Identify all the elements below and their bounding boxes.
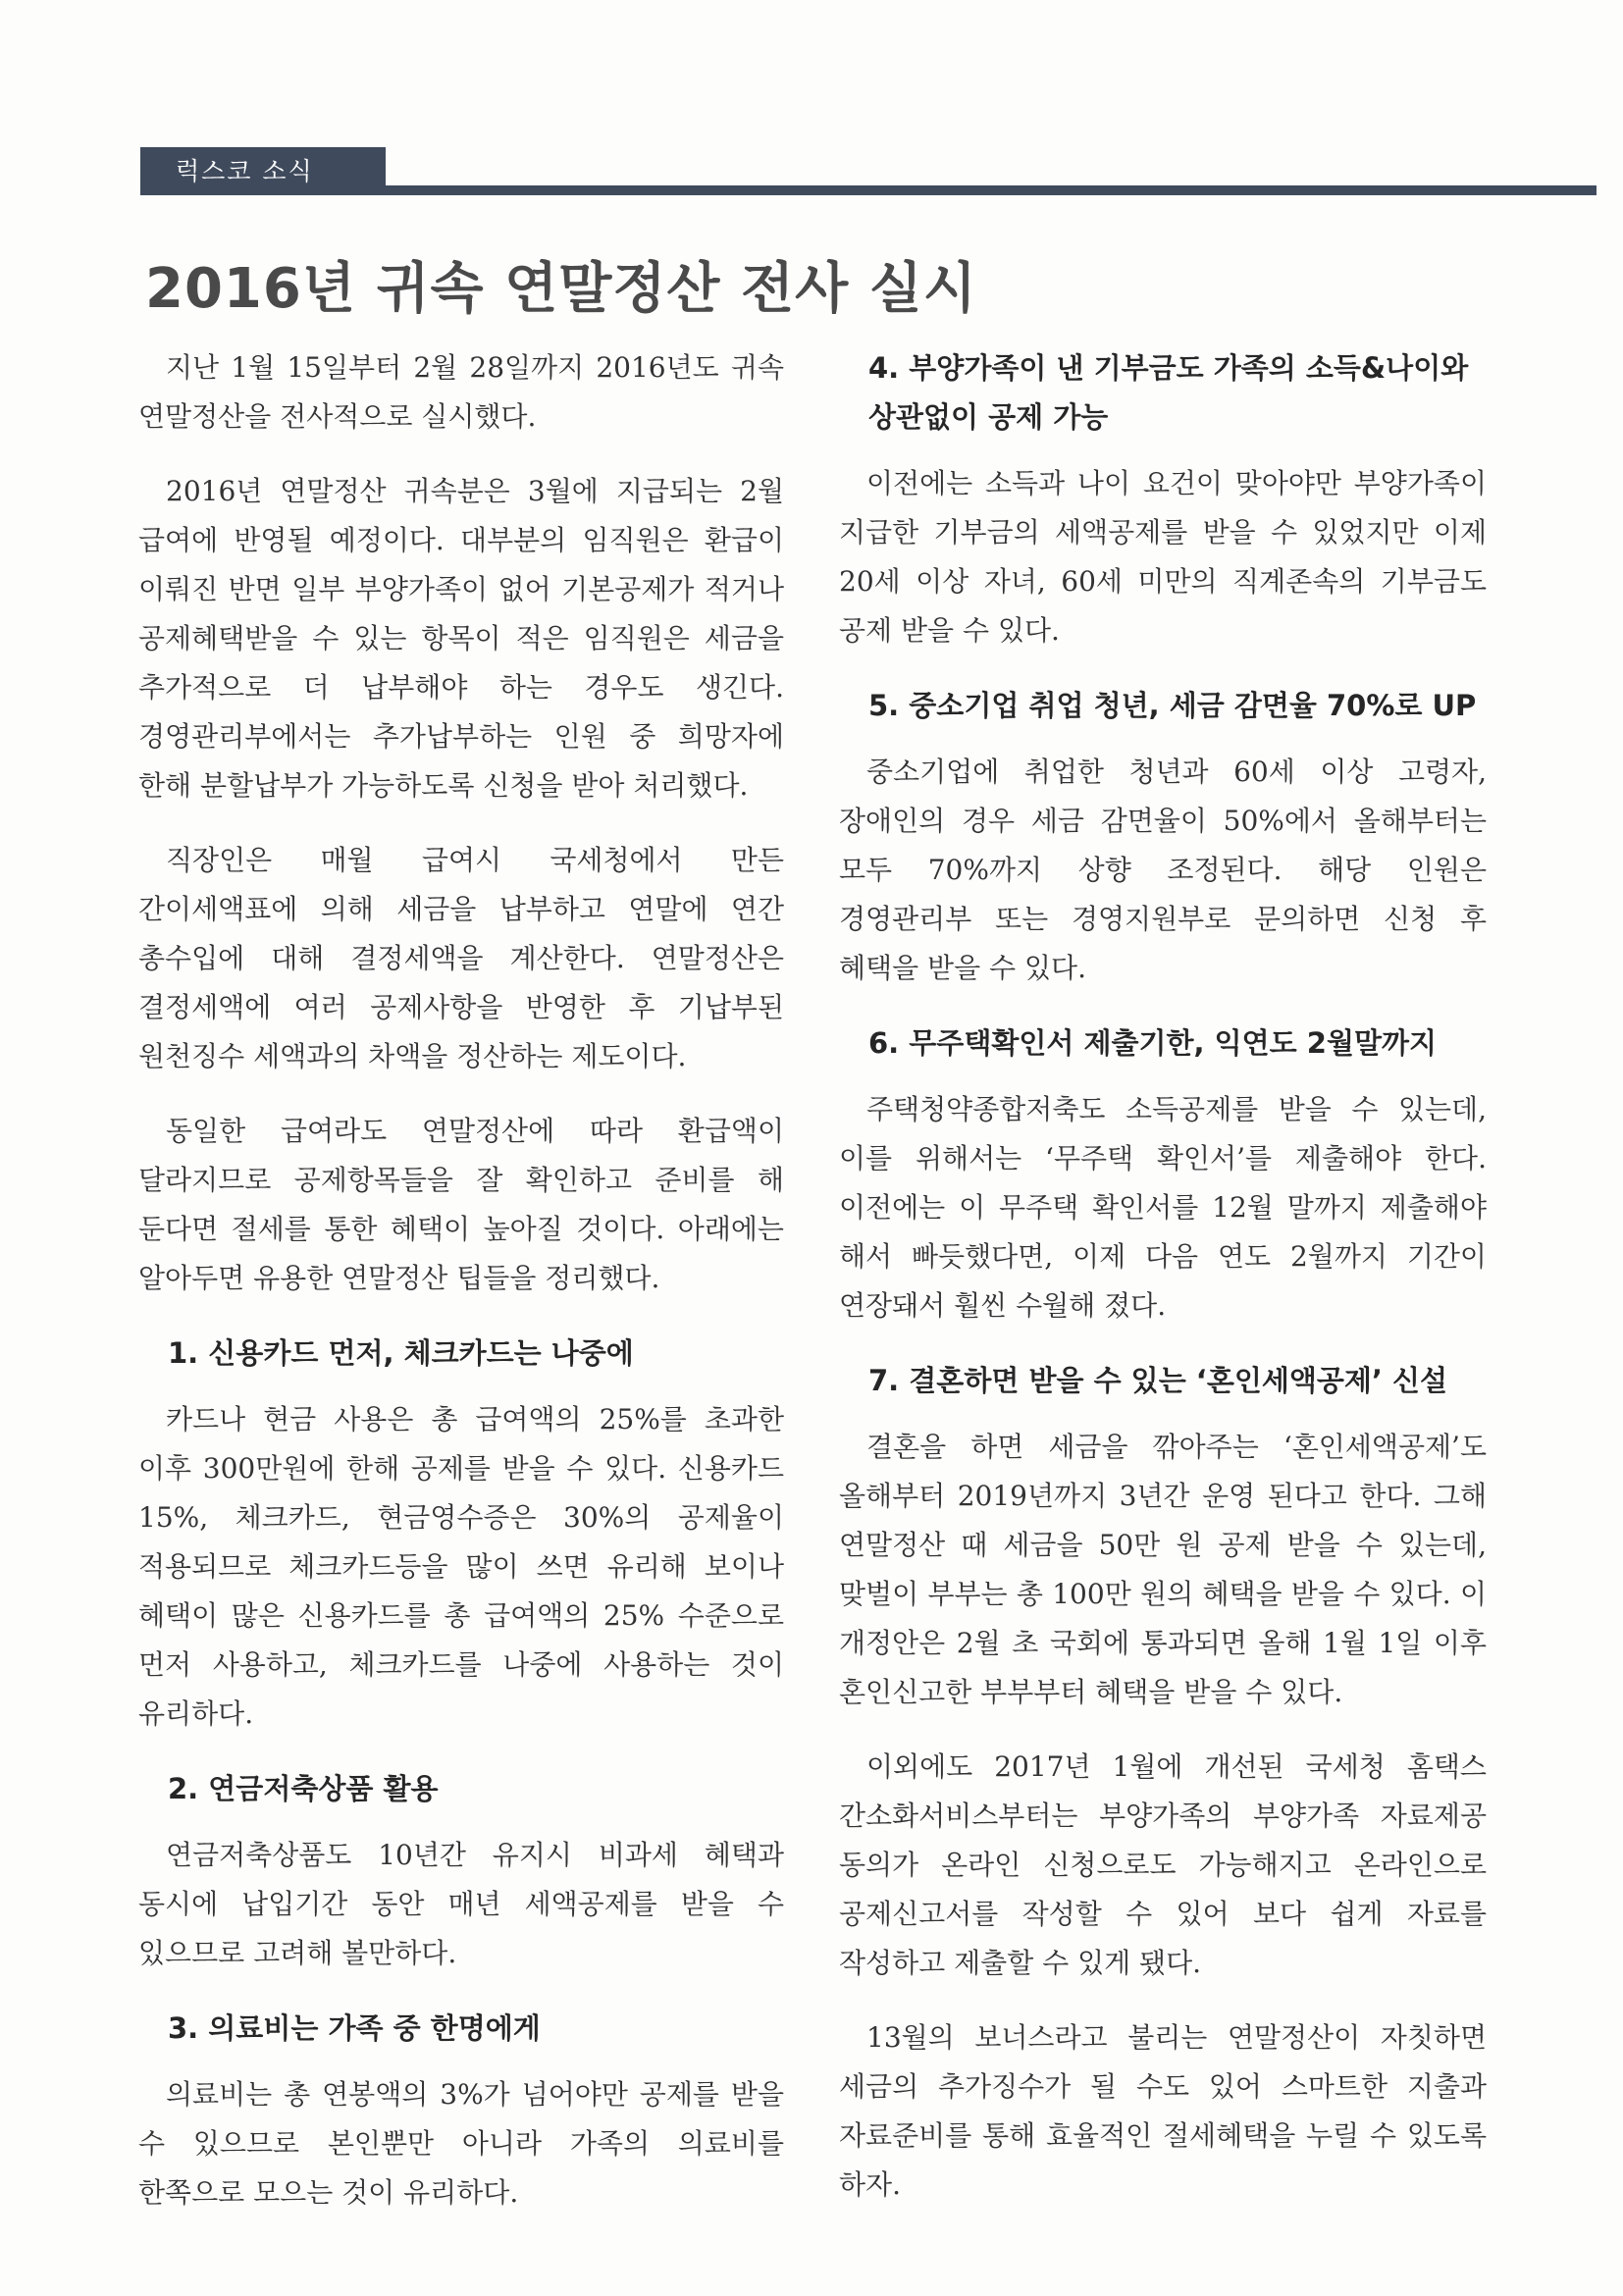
section-heading: 5. 중소기업 취업 청년, 세금 감면율 70%로 UP [868,689,1477,722]
paragraph: 중소기업에 취업한 청년과 60세 이상 고령자, 장애인의 경우 세금 감면율이 50%에서 올해부터는 모두 70%까지 상향 조정된다. 해당 인원은 경영관리부 또는 경영지원부로 문의하면 신청 후 혜택을 받을 수 있다. [839,756,1487,984]
right-column [839,343,1487,2235]
paragraph: 13월의 보너스라고 불리는 연말정산이 자칫하면 세금의 추가징수가 될 수도 있어 스마트한 지출과 자료준비를 통해 효율적인 절세혜택을 누릴 수 있도록 하자. [839,2021,1487,2201]
page-title: 2016년 귀속 연말정산 전사 실시 [145,257,977,321]
section-heading: 7. 결혼하면 받을 수 있는 ‘혼인세액공제’ 신설 [868,1364,1448,1397]
paragraph: 동일한 급여라도 연말정산에 따라 환급액이 달라지므로 공제항목들을 잘 확인하고 준비를 해 둔다면 절세를 통한 혜택이 높아질 것이다. 아래에는 알아두면 유용한 연말정산 팁들을 정리했다. [138,1115,784,1294]
section-heading: 4. 부양가족이 낸 기부금도 가족의 소득&나이와 상관없이 공제 가능 [868,351,1469,434]
paragraph: 주택청약종합저축도 소득공제를 받을 수 있는데, 이를 위해서는 ‘무주택 확인서’를 제출해야 한다. 이전에는 이 무주택 확인서를 12월 말까지 제출해야 해서 빠듯했다면, 이제 다음 연도 2월까지 기간이 연장돼서 훨씬 수월해 졌다. [839,1093,1487,1322]
paragraph: 이외에도 2017년 1월에 개선된 국세청 홈택스 간소화서비스부터는 부양가족의 부양가족 자료제공 동의가 온라인 신청으로도 가능해지고 온라인으로 공제신고서를 작성할 수 있어 보다 쉽게 자료를 작성하고 제출할 수 있게 됐다. [839,1750,1487,1979]
paragraph: 지난 1월 15일부터 2월 28일까지 2016년도 귀속 연말정산을 전사적으로 실시했다. [138,351,784,433]
paragraph: 직장인은 매월 급여시 국세청에서 만든 간이세액표에 의해 세금을 납부하고 연말에 연간 총수입에 대해 결정세액을 계산한다. 연말정산은 결정세액에 여러 공제사항을 반영한 후 기납부된 원천징수 세액과의 차액을 정산하는 제도이다. [138,844,784,1072]
paragraph: 2016년 연말정산 귀속분은 3월에 지급되는 2월 급여에 반영될 예정이다. 대부분의 임직원은 환급이 이뤄진 반면 일부 부양가족이 없어 기본공제가 적거나 공제혜택받을 수 있는 항목이 적은 임직원은 세금을 추가적으로 더 납부해야 하는 경우도 생긴다. 경영관리부에서는 추가납부하는 인원 중 희망자에 한해 분할납부가 가능하도록 신청을 받아 처리했다. [138,475,784,802]
paragraph: 의료비는 총 연봉액의 3%가 넘어야만 공제를 받을 수 있으므로 본인뿐만 아니라 가족의 의료비를 한쪽으로 모으는 것이 유리하다. [138,2078,784,2209]
section-heading: 6. 무주택확인서 제출기한, 익연도 2월말까지 [868,1026,1438,1060]
paragraph: 이전에는 소득과 나이 요건이 맞아야만 부양가족이 지급한 기부금의 세액공제를 받을 수 있었지만 이제 20세 이상 자녀, 60세 미만의 직계존속의 기부금도 공제 받을 수 있다. [839,467,1487,647]
section-heading: 1. 신용카드 먼저, 체크카드는 나중에 [168,1336,634,1370]
paragraph: 카드나 현금 사용은 총 급여액의 25%를 초과한 이후 300만원에 한해 공제를 받을 수 있다. 신용카드 15%, 체크카드, 현금영수증은 30%의 공제율이 적용되므로 체크카드등을 많이 쓰면 유리해 보이나 혜택이 많은 신용카드를 총 급여액의 25% 수준으로 먼저 사용하고, 체크카드를 나중에 사용하는 것이 유리하다. [138,1403,784,1730]
section-label: 럭스코 소식 [140,147,386,195]
paragraph: 결혼을 하면 세금을 깎아주는 ‘혼인세액공제’도 올해부터 2019년까지 3년간 운영 된다고 한다. 그해 연말정산 때 세금을 50만 원 공제 받을 수 있는데, 맞벌이 부부는 총 100만 원의 혜택을 받을 수 있다. 이 개정안은 2월 초 국회에 통과되면 올해 1월 1일 이후 혼인신고한 부부부터 혜택을 받을 수 있다. [839,1431,1487,1708]
section-heading: 3. 의료비는 가족 중 한명에게 [168,2011,541,2045]
section-heading: 2. 연금저축상품 활용 [168,1772,439,1805]
left-column [138,343,784,2243]
paragraph: 연금저축상품도 10년간 유지시 비과세 혜택과 동시에 납입기간 동안 매년 세액공제를 받을 수 있으므로 고려해 볼만하다. [138,1839,784,1969]
